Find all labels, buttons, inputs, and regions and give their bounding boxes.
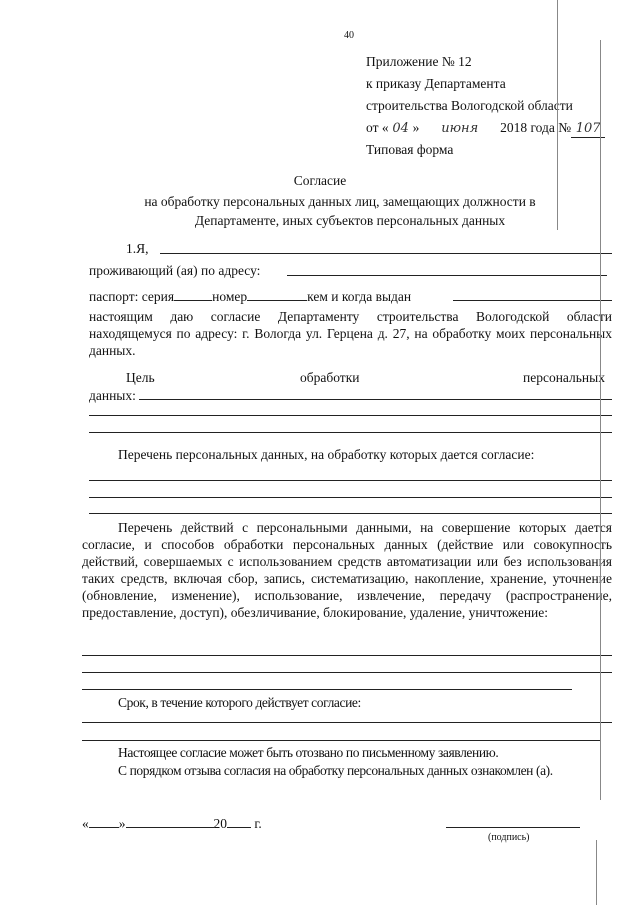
familiar-text: С порядком отзыва согласия на обработку персональных данных ознакомлен (а). xyxy=(118,763,553,778)
term-field-line-2[interactable] xyxy=(82,740,600,741)
purpose-field-line-3[interactable] xyxy=(89,432,612,433)
scan-edge-line-1 xyxy=(557,0,558,230)
data-list-field-line-3[interactable] xyxy=(89,513,612,514)
date-mid: » xyxy=(412,120,420,135)
date-day-handwritten: 04 xyxy=(392,121,409,136)
actions-field-line-2[interactable] xyxy=(82,672,612,673)
document-title: Согласие xyxy=(293,173,347,188)
address-field-line[interactable] xyxy=(287,275,607,276)
actions-paragraph: Перечень действий с персональными данными, на совершение которых дается согласие, и способов обработки персональных данных (действие или совокупность действий, совершаемых с использованием средств автоматизации или без использования таких средств, включая сбор, запись, систематизацию, накопление, хранение, уточнение (обновление, изменение), использование, извлечение, передачу (распространение, предоставление, доступ), обезличивание, блокирование, удаление, уничтожение: xyxy=(82,520,612,620)
data-list-field-line-1[interactable] xyxy=(89,480,612,481)
term-label: Срок, в течение которого действует согласие: xyxy=(118,695,361,710)
passport-number-field[interactable] xyxy=(247,287,307,301)
purpose-word-1: Цель xyxy=(126,370,155,385)
form-type: Типовая форма xyxy=(366,142,454,157)
date-quote-close: » xyxy=(118,816,126,831)
order-number-handwritten: 107 xyxy=(571,120,605,138)
passport-series-label: паспорт: серия xyxy=(89,289,175,304)
year-suffix: г. xyxy=(254,816,262,831)
consent-paragraph: настоящим даю согласие Департаменту строительства Вологодской области находящемуся по адресу: г. Вологда ул. Герцена д. 27, на обработку моих персональных данных. xyxy=(89,309,612,358)
revoke-text: Настоящее согласие может быть отозвано по письменному заявлению. xyxy=(118,745,499,760)
purpose-field-line-1[interactable] xyxy=(139,399,612,400)
passport-series-field[interactable] xyxy=(174,287,212,301)
century-label: 20 xyxy=(213,816,227,831)
order-reference: к приказу Департамента xyxy=(366,76,506,91)
scan-edge-line-2 xyxy=(600,40,601,800)
passport-issued-field-line[interactable] xyxy=(453,300,612,301)
title-line-1: на обработку персональных данных лиц, замещающих должности в xyxy=(144,194,536,209)
purpose-field-line-2[interactable] xyxy=(89,415,612,416)
i-label: 1.Я, xyxy=(126,241,149,256)
passport-number-label: номер xyxy=(212,289,248,304)
signature-day-field[interactable] xyxy=(89,814,119,828)
purpose-word-2: обработки xyxy=(300,370,360,385)
term-field-line-1[interactable] xyxy=(82,722,612,723)
signature-month-field[interactable] xyxy=(126,814,214,828)
signature-year-field[interactable] xyxy=(227,814,251,828)
passport-line xyxy=(89,287,411,305)
data-list-field-line-2[interactable] xyxy=(89,497,612,498)
title-line-2: Департаменте, иных субъектов персональных данных xyxy=(194,213,506,228)
actions-field-line-1[interactable] xyxy=(82,655,612,656)
page-number: 40 xyxy=(344,30,354,41)
date-month-handwritten: июня xyxy=(441,121,479,136)
passport-issued-label: кем и когда выдан xyxy=(307,289,412,304)
date-year: 2018 года № xyxy=(500,120,572,135)
full-name-field-line[interactable] xyxy=(160,253,612,254)
date-quote-open: « xyxy=(82,816,89,831)
signature-label: (подпись) xyxy=(488,832,530,843)
data-list-label: Перечень персональных данных, на обработку которых дается согласие: xyxy=(118,447,535,462)
date-prefix: от « xyxy=(366,120,389,135)
purpose-word-4: данных: xyxy=(89,388,136,403)
residing-label: проживающий (ая) по адресу: xyxy=(89,263,261,278)
order-date-line xyxy=(366,119,605,138)
department-name: строительства Вологодской области xyxy=(366,98,573,113)
scan-edge-line-3 xyxy=(596,840,597,905)
purpose-word-3: персональных xyxy=(523,370,605,385)
actions-field-line-3[interactable] xyxy=(82,689,572,690)
signature-date-line xyxy=(82,814,262,832)
appendix-number: Приложение № 12 xyxy=(366,54,472,69)
signature-field-line[interactable] xyxy=(446,827,580,828)
